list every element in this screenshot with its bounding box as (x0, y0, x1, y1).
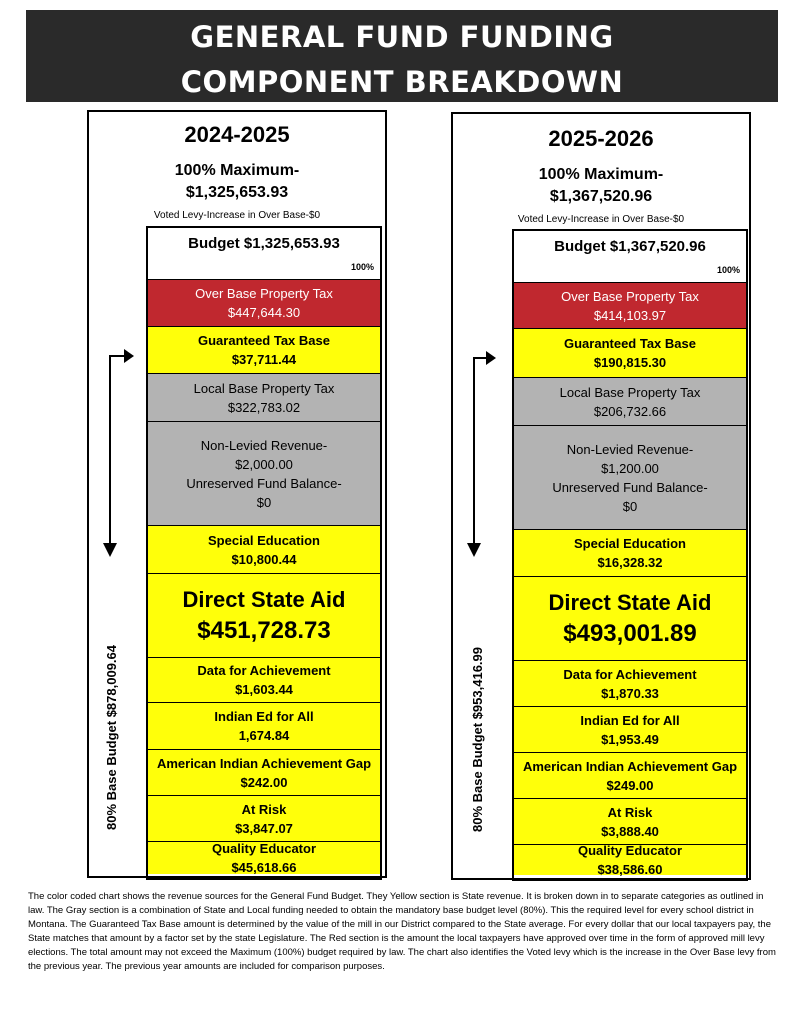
base-budget-label: 80% Base Budget $878,009.64 (104, 645, 119, 830)
special-ed-value: $16,328.32 (597, 555, 663, 570)
voted-levy: Voted Levy-Increase in Over Base-$0 (153, 210, 321, 221)
data-achievement-label: Data for Achievement (197, 663, 331, 678)
local-base-segment (514, 378, 746, 426)
data-achievement-label: Data for Achievement (563, 666, 697, 682)
quality-educator-value: $45,618.66 (231, 860, 297, 875)
aiag-label: American Indian Achievement Gap (522, 758, 738, 774)
local-base-value: $206,732.66 (593, 403, 667, 419)
voted-levy: Voted Levy-Increase in Over Base-$0 (517, 214, 685, 225)
indian-ed-label: Indian Ed for All (580, 712, 680, 728)
local-base-value: $322,783.02 (227, 399, 301, 415)
base-budget-label: 80% Base Budget $953,416.99 (470, 647, 485, 832)
dsa-value: $451,728.73 (197, 616, 331, 644)
aiag-label: American Indian Achievement Gap (156, 755, 372, 771)
over-base-segment (514, 283, 746, 329)
explanatory-footnote: The color coded chart shows the revenue sources for the General Fund Budget. They Yellow section is State revenue. It is broken down in to separate categories as outlined in law. The Gray section is a combination of State and Local funding needed to obtain the mandatory base budget level (80%). This the required level for every school district in Montana. The Guaranteed Tax Base amount is determined by the value of the mill in our District compared to the State average. For every dollar that our local taxpayers pay, the State matches that amount by a factor set by the state Legislature. The Red section is the amount the local taxpayers have approved over time in the form of approved mill levy elections. The total amount may not exceed the Maximum (100%) budget required by law. The chart also identifies the Voted levy which is the increase in the Over Base levy from the previous year. The previous year amounts are included for comparison purposes. (28, 891, 776, 972)
fund-balance-label: Unreserved Fund Balance- (186, 475, 342, 491)
dsa-segment (514, 577, 746, 661)
base-budget-bracket-arrow (462, 342, 502, 560)
non-levied-label: Non-Levied Revenue- (566, 441, 694, 457)
over-base-label: Over Base Property Tax (561, 288, 699, 304)
budget-total: Budget $1,325,653.93 (188, 235, 340, 252)
indian-ed-label: Indian Ed for All (214, 709, 314, 724)
gtb-label: Guaranteed Tax Base (564, 336, 696, 351)
fund-balance-value: $0 (622, 498, 638, 514)
special-ed-value: $10,800.44 (231, 551, 297, 567)
non-levied-value: $2,000.00 (235, 456, 293, 472)
fund-balance-label: Unreserved Fund Balance- (552, 479, 708, 495)
over-base-value: $447,644.30 (227, 305, 301, 320)
aiag-segment (514, 753, 746, 799)
dsa-segment (148, 574, 380, 658)
non-levied-segment (514, 426, 746, 530)
budget-segment (514, 231, 746, 283)
data-achievement-value: $1,870.33 (601, 685, 659, 701)
gtb-segment (514, 329, 746, 378)
budget-percent: 100% (350, 262, 374, 272)
at-risk-label: At Risk (607, 804, 653, 820)
quality-educator-value: $38,586.60 (597, 862, 663, 877)
maximum-label: 100% Maximum- (174, 162, 300, 179)
over-base-label: Over Base Property Tax (195, 286, 333, 301)
title-line-2: COMPONENT BREAKDOWN (180, 65, 624, 99)
aiag-value: $249.00 (606, 777, 654, 793)
fund-balance-value: $0 (256, 494, 272, 510)
aiag-value: $242.00 (240, 774, 288, 790)
at-risk-segment (148, 796, 380, 842)
gtb-value: $37,711.44 (231, 352, 297, 367)
at-risk-value: $3,888.40 (601, 823, 659, 839)
budget-segment (148, 228, 380, 280)
gtb-value: $190,815.30 (593, 355, 667, 370)
data-achievement-value: $1,603.44 (235, 682, 293, 697)
at-risk-value: $3,847.07 (235, 820, 293, 836)
local-base-segment (148, 374, 380, 422)
gtb-label: Guaranteed Tax Base (198, 333, 330, 348)
quality-educator-label: Quality Educator (577, 843, 683, 858)
dsa-label: Direct State Aid (182, 586, 346, 612)
panel-year: 2024-2025 (184, 122, 290, 147)
data-achievement-segment (514, 661, 746, 707)
maximum-value: $1,325,653.93 (185, 184, 289, 201)
maximum-label: 100% Maximum- (538, 166, 664, 183)
title-banner (26, 10, 778, 102)
indian-ed-value: $1,953.49 (601, 731, 659, 747)
funding-column-2025-2026 (512, 229, 748, 881)
non-levied-segment (148, 422, 380, 526)
budget-percent: 100% (716, 265, 740, 275)
aiag-segment (148, 750, 380, 796)
data-achievement-segment (148, 658, 380, 703)
local-base-label: Local Base Property Tax (193, 380, 335, 396)
over-base-segment (148, 280, 380, 327)
base-budget-bracket-arrow (98, 338, 138, 560)
at-risk-segment (514, 799, 746, 845)
indian-ed-value: 1,674.84 (238, 728, 290, 743)
non-levied-value: $1,200.00 (601, 460, 659, 476)
over-base-value: $414,103.97 (593, 307, 667, 323)
budget-total: Budget $1,367,520.96 (554, 238, 706, 255)
special-ed-label: Special Education (208, 532, 320, 548)
title-line-1: GENERAL FUND FUNDING (190, 20, 614, 54)
quality-educator-segment (514, 845, 746, 875)
special-ed-segment (514, 530, 746, 577)
quality-educator-segment (148, 842, 380, 874)
special-ed-segment (148, 526, 380, 574)
quality-educator-label: Quality Educator (211, 841, 317, 856)
at-risk-label: At Risk (241, 801, 287, 817)
maximum-value: $1,367,520.96 (549, 188, 653, 205)
gtb-segment (148, 327, 380, 374)
dsa-value: $493,001.89 (563, 619, 697, 647)
non-levied-label: Non-Levied Revenue- (200, 437, 328, 453)
special-ed-label: Special Education (574, 536, 686, 551)
indian-ed-segment (514, 707, 746, 753)
local-base-label: Local Base Property Tax (559, 384, 701, 400)
panel-year: 2025-2026 (548, 126, 654, 151)
indian-ed-segment (148, 703, 380, 750)
funding-column-2024-2025 (146, 226, 382, 880)
dsa-label: Direct State Aid (548, 589, 712, 615)
